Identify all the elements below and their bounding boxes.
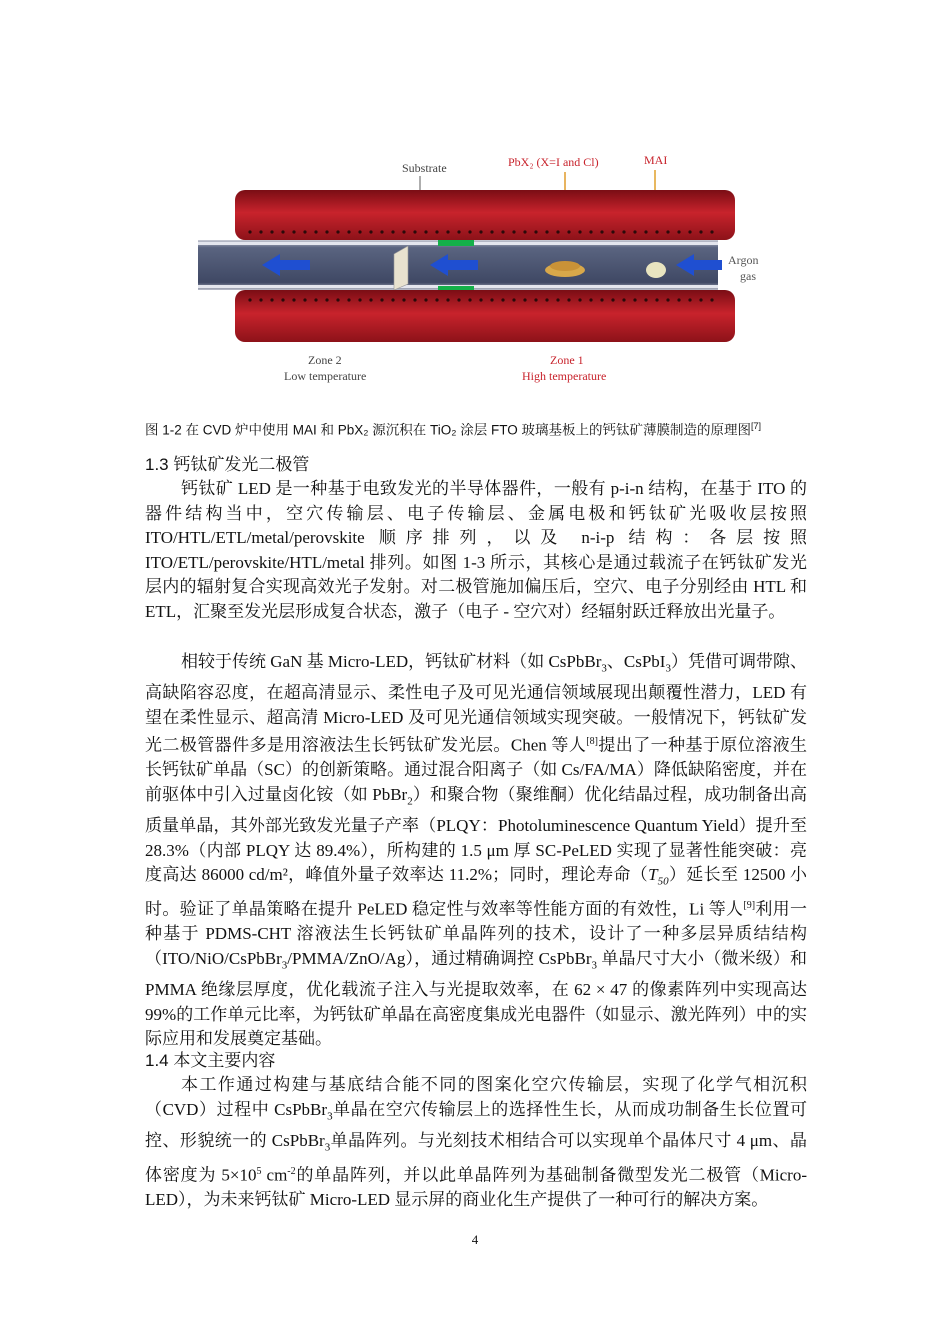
mai-source bbox=[646, 262, 666, 278]
paragraph-1-3-b: 相较于传统 GaN 基 Micro-LED，钙钛矿材料（如 CsPbBr$_3$、CsPbI$_3$）凭借可调带隙、高缺陷容忍度，在超高清显示、柔性电子及可见光通信领域展现出颠覆性潜力，LED 有望在柔性显示、超高清 Micro-LED 及可见光通信领域实现突破。一般情况下，钙钛矿发光二极管器件多是用溶液法生长钙钛矿发光层。Chen 等人[8]提出了一种基于原位溶液生长钙钛矿单晶（SC）的创新策略。通过混合阳离子（如 Cs/FA/MA）降低缺陷密度，并在前驱体中引入过量卤化铵（如 PbBr$_2$）和聚合物（聚维酮）优化结晶过程，成功制备出高质量单晶，其外部光致发光量子产率（PLQY：Photoluminescence Quantum Yield）提升至 28.3%（内部 PLQY 达 89.4%），所构建的 1.5 μm 厚 SC-PeLED 实现了显著性能突破：亮度高达 86000 cd/m²，峰值外量子效率达 11.2%；同时，理论寿命$(T_{50})$延长至 12500 小时。验证了单晶策略在提升 PeLED 稳定性与效率等性能方面的有效性，Li 等人[9]利用一种基于 PDMS-CHT 溶液法生长钙钛矿单晶阵列的技术，设计了一种多层异质结结构（ITO/NiO/CsPbBr$_3$/PMMA/ZnO/Ag），通过精确调控 CsPbBr$_3$ 单晶尺寸大小（微米级）和 PMMA 绝缘层厚度，优化载流子注入与光提取效率，在 62 × 47 的像素阵列中实现高达 99%的工作单元比率，为钙钛矿单晶在高密度集成光电器件（如显示、激光阵列）中的实际应用和发展奠定基础。 bbox=[145, 652, 808, 1049]
substrate-block bbox=[394, 246, 408, 290]
furnace-top bbox=[235, 190, 735, 240]
label-zone2: Zone 2 bbox=[308, 353, 342, 367]
label-mai: MAI bbox=[644, 153, 668, 167]
label-pbx2: PbX₂ (X=I and Cl) bbox=[508, 155, 599, 169]
label-zone2-sub: Low temperature bbox=[284, 369, 367, 383]
label-zone1: Zone 1 bbox=[550, 353, 584, 367]
caption-text: 图 1-2 在 CVD 炉中使用 MAI 和 PbX₂ 源沉积在 TiO₂ 涂层 FTO 玻璃基板上的钙钛矿薄膜制造的原理图 bbox=[145, 422, 752, 438]
paragraph-1-4: 本工作通过构建与基底结合能不同的图案化空穴传输层，实现了化学气相沉积（CVD）过程中 CsPbBr$_3$单晶在空穴传输层上的选择性生长，从而成功制备生长位置可控、形貌统一的 CsPbBr$_3$单晶阵列。与光刻技术相结合可以实现单个晶体尺寸 4 μm、晶体密度为 $5\times 10^5$ $cm^{-2}$的单晶阵列，并以此单晶阵列为基础制备微型发光二极管（Micro-LED），为未来钙钛矿 Micro-LED 显示屏的商业化生产提供了一种可行的解决方案。 bbox=[145, 1075, 807, 1209]
label-argon: Argon bbox=[728, 253, 759, 267]
label-substrate: Substrate bbox=[402, 161, 447, 175]
paragraph-1-3-a: 钙钛矿 LED 是一种基于电致发光的半导体器件，一般有 p-i-n 结构，在基于 ITO 的器件结构当中，空穴传输层、电子传输层、金属电极和钙钛矿光吸收层按照 ITO/HTL/ETL/metal/perovskite 顺序排列，以及 n-i-p 结构：各层按照 ITO/ETL/perovskite/HTL/metal 排列。如图 1-3 所示，其核心是通过载流子在钙钛矿发光层内的辐射复合实现高效光子发射。对二极管施加偏压后，空穴、电子分别经由 HTL 和 ETL，汇聚至发光层形成复合状态，激子（电子 - 空穴对）经辐射跃迁释放出光量子。 bbox=[145, 479, 807, 621]
label-zone1-sub: High temperature bbox=[522, 369, 607, 383]
page-number: 4 bbox=[471, 1232, 479, 1247]
label-gas: gas bbox=[740, 269, 756, 283]
cvd-furnace-figure bbox=[180, 148, 780, 393]
heading-1-3: 1.3 钙钛矿发光二极管 bbox=[145, 455, 310, 474]
caption-ref: [7] bbox=[751, 421, 762, 431]
furnace-bottom bbox=[235, 290, 735, 342]
heading-1-4: 1.4 本文主要内容 bbox=[145, 1051, 276, 1070]
figure-caption bbox=[145, 416, 825, 441]
